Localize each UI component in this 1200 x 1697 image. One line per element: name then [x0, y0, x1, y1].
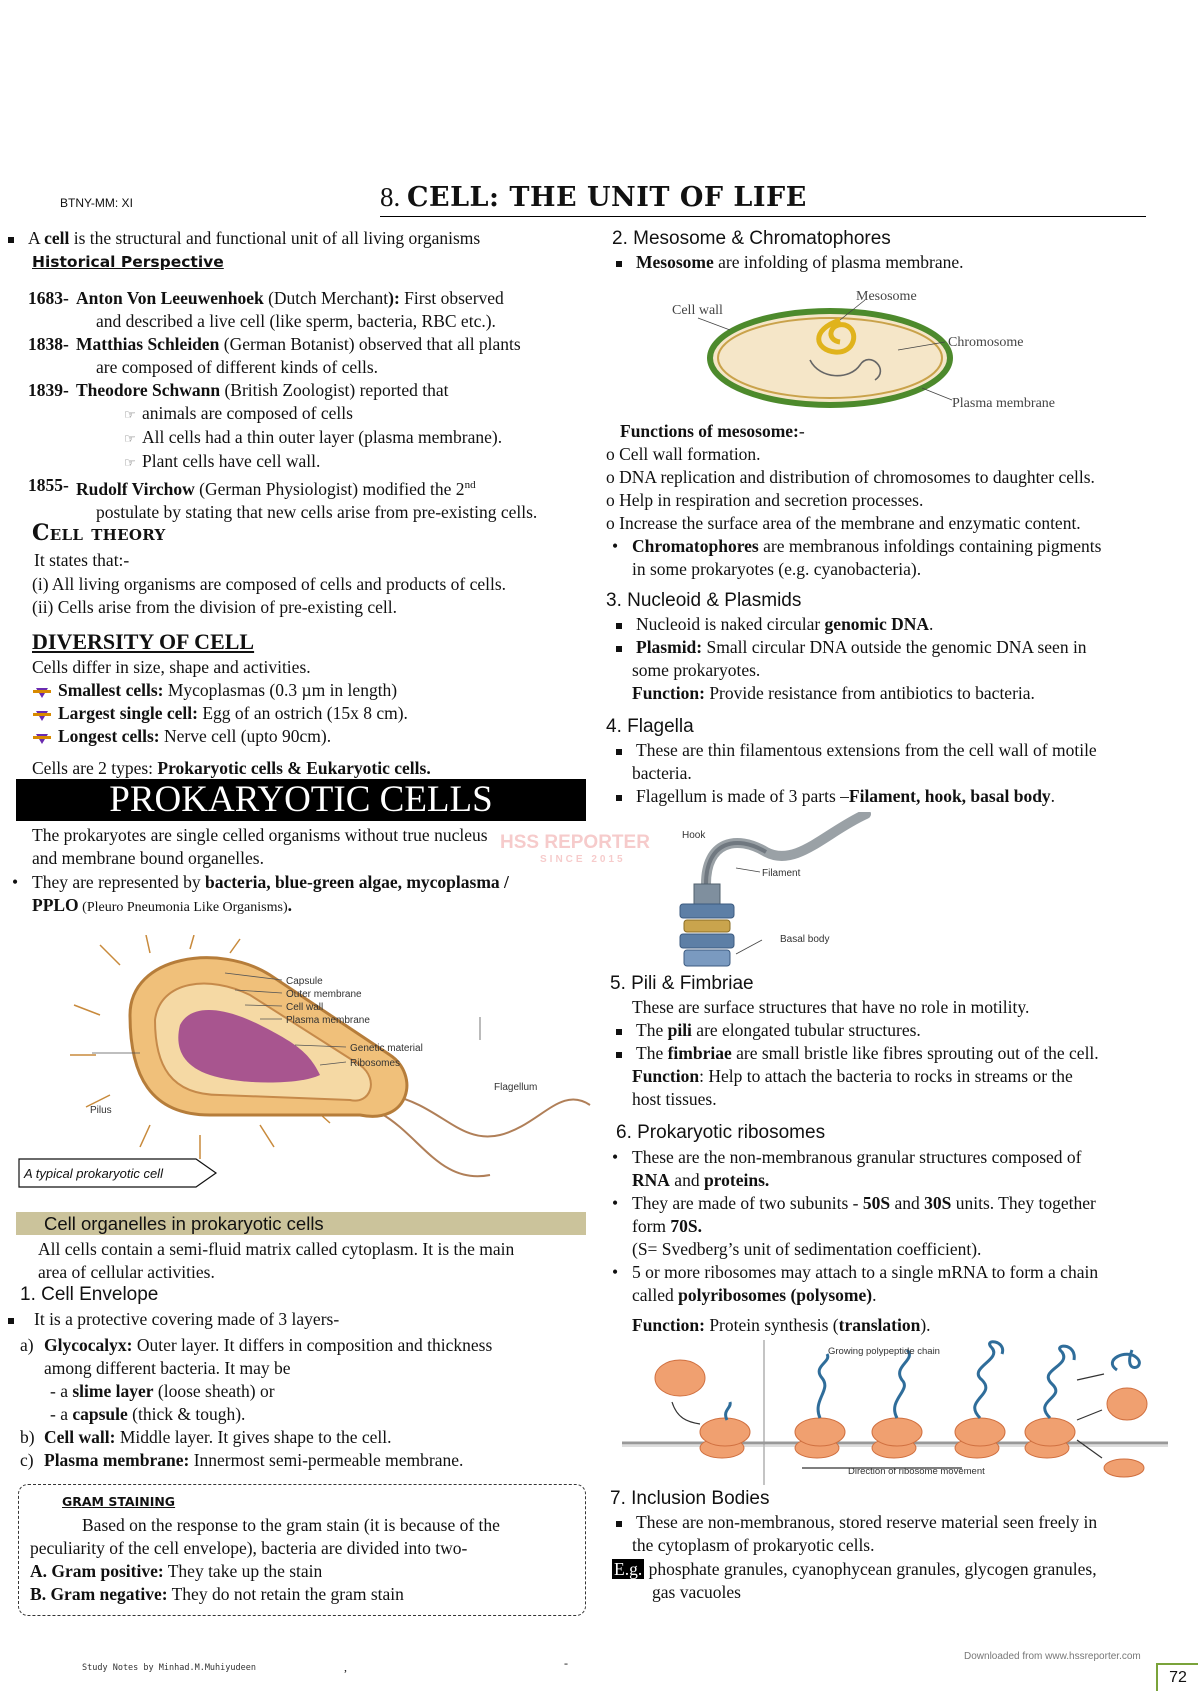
cell-theory-intro: It states that:- — [34, 550, 130, 570]
figure-caption-box — [18, 1158, 218, 1188]
bullet-icon: • — [612, 536, 619, 556]
square-bullet-icon — [616, 795, 622, 801]
ribosome-item: • These are the non-membranous granular structures composed of — [612, 1147, 1082, 1167]
square-bullet-icon — [616, 1029, 622, 1035]
meso-function: o Help in respiration and secretion processes. — [606, 490, 924, 510]
envelope-intro: It is a protective covering made of 3 layers- — [8, 1308, 339, 1331]
bullet-icon: • — [612, 1193, 619, 1213]
square-bullet-icon — [616, 261, 622, 267]
inclusion-examples: E.g. phosphate granules, cyanophycean granules, glycogen granules, gas vacuoles — [614, 1559, 1097, 1602]
mesosome-functions — [606, 443, 1095, 535]
ribosomes-list: • These are the non-membranous granular structures composed of RNA and proteins. • They are made of two subunits - 50S and 30S units. They together form 70S. (S= Svedberg’s unit of sedimentation coefficient). • 5 or more ribosomes may attach to a single mRNA to form a chain called polyribosomes (polysome). Function: Protein synthesis (translation). — [632, 1146, 1192, 1337]
inclusion-bodies-heading: 7. Inclusion Bodies — [610, 1488, 770, 1509]
fig-label-flagellum: Flagellum — [494, 1082, 538, 1093]
gram-negative: B. Gram negative: They do not retain the gram stain — [30, 1584, 404, 1604]
pointing-hand-icon: ☞ — [124, 431, 136, 446]
flag-label-filament: Filament — [762, 868, 801, 879]
page-number: 72 — [1156, 1663, 1198, 1691]
history-item: 1683- Anton Von Leeuwenhoek (Dutch Merchant): First observed — [28, 288, 504, 308]
diversity-list — [32, 679, 408, 748]
meso-label-cell-wall: Cell wall — [672, 303, 723, 318]
cell-theory-point: (ii) Cells arise from the division of pre-existing cell. — [32, 597, 397, 617]
square-bullet-icon — [616, 1052, 622, 1058]
cell-envelope-heading: 1. Cell Envelope — [20, 1284, 159, 1305]
diversity-item: Smallest cells: Mycoplasmas (0.3 µm in length) — [32, 679, 408, 702]
square-bullet-icon — [616, 623, 622, 629]
fig-label-plasma-membrane: Plasma membrane — [286, 1015, 370, 1026]
gram-staining-heading: GRAM STAINING — [62, 1494, 176, 1509]
history-list — [28, 287, 598, 524]
organelles-heading: Cell organelles in prokaryotic cells — [44, 1213, 324, 1234]
historical-perspective-heading: Historical Perspective — [32, 253, 224, 271]
poly-label-growing-chain: Growing polypeptide chain — [828, 1346, 940, 1357]
header-code: BTNY-MM: XI — [60, 196, 133, 210]
flagella-heading: 4. Flagella — [606, 716, 694, 737]
prok-represented: • They are represented by bacteria, blue-green algae, mycoplasma / PPLO (Pleuro Pneumonia Like Organisms). — [12, 872, 509, 915]
meso-function: o DNA replication and distribution of chromosomes to daughter cells. — [606, 467, 1095, 487]
organelles-intro: All cells contain a semi-fluid matrix called cytoplasm. It is the main area of cellular activities. — [38, 1239, 515, 1282]
meso-label-chromosome: Chromosome — [948, 335, 1024, 350]
fig-label-outer-membrane: Outer membrane — [286, 989, 362, 1000]
polysome-figure — [622, 1340, 1168, 1485]
fimbriae-item: The fimbriae are small bristle like fibres sprouting out of the cell. — [616, 1042, 1186, 1065]
diversity-item: Longest cells: Nerve cell (upto 90cm). — [32, 725, 408, 748]
square-bullet-icon — [8, 1318, 14, 1324]
cell-types: Cells are 2 types: Prokaryotic cells & Eukaryotic cells. — [32, 758, 431, 778]
cell-theory-point: (i) All living organisms are composed of cells and products of cells. — [32, 574, 507, 594]
schwann-point: ☞ Plant cells have cell wall. — [124, 450, 598, 474]
pili-heading: 5. Pili & Fimbriae — [610, 973, 754, 994]
footer-download-link[interactable]: Downloaded from www.hssreporter.com — [964, 1651, 1141, 1662]
pointing-hand-icon: ☞ — [124, 455, 136, 470]
chapter-number: 8. — [380, 182, 401, 212]
envelope-layers: a) Glycocalyx: Outer layer. It differs in composition and thickness among different bacteria. It may be - a slime layer (loose sheath) or - a capsule (thick & tough). b) Cell wall: Middle layer. It gives shape to the cell. c) Plasma membrane: Innermost semi-permeable membrane. — [20, 1334, 580, 1472]
cell-theory-heading: Cell theory — [32, 520, 166, 546]
schwann-point: ☞ animals are composed of cells — [124, 402, 598, 426]
meso-function: o Increase the surface area of the membrane and enzymatic content. — [606, 513, 1081, 533]
square-bullet-icon — [616, 646, 622, 652]
history-item: 1855- Rudolf Virchow (German Physiologist) modified the 2nd — [28, 475, 476, 499]
pili-list: These are surface structures that have no role in motility. The pili are elongated tubular structures. The fimbriae are small bristle like fibres sprouting out of the cell. Function: Help to attach the bacteria to rocks in streams or the host tissues. — [616, 996, 1186, 1111]
meso-label-plasma-membrane: Plasma membrane — [952, 396, 1056, 411]
inclusion-list: These are non-membranous, stored reserve material seen freely in the cytoplasm of prokaryotic cells. — [616, 1511, 1186, 1557]
fig-label-capsule: Capsule — [286, 976, 323, 987]
footer-mark: , — [344, 1660, 347, 1674]
schwann-point: ☞ All cells had a thin outer layer (plasma membrane). — [124, 426, 598, 450]
mesosome-functions-heading: Functions of mesosome:- — [620, 421, 805, 441]
fig-label-ribosomes: Ribosomes — [350, 1058, 401, 1069]
ribosomes-heading: 6. Prokaryotic ribosomes — [616, 1122, 826, 1143]
arrow-down-icon — [36, 679, 58, 702]
flagellum-figure — [676, 812, 896, 972]
diversity-item: Largest single cell: Egg of an ostrich (15x 8 cm). — [32, 702, 408, 725]
meso-function: o Cell wall formation. — [606, 444, 761, 464]
chapter-title — [380, 182, 807, 213]
footer-mark: - — [564, 1656, 568, 1670]
history-cont: and described a live cell (like sperm, bacteria, RBC etc.). — [96, 311, 496, 331]
nucleoid-list: Nucleoid is naked circular genomic DNA. Plasmid: Small circular DNA outside the genomic DNA seen in some prokaryotes. Function: Provide resistance from antibiotics to bacteria. — [616, 613, 1186, 705]
layer-cell-wall: b) Cell wall: Middle layer. It gives shape to the cell. — [20, 1427, 392, 1447]
chromatophores: • Chromatophores are membranous infoldings containing pigments in some prokaryotes (e.g. cyanobacteria). — [612, 536, 1102, 579]
ribosome-item: • They are made of two subunits - 50S and 30S units. They together — [612, 1193, 1096, 1213]
mesosome-heading: 2. Mesosome & Chromatophores — [612, 228, 891, 249]
mesosome-def: Mesosome are infolding of plasma membrane. — [616, 251, 964, 274]
fig-label-genetic-material: Genetic material — [350, 1043, 423, 1054]
layer-plasma-membrane: c) Plasma membrane: Innermost semi-permeable membrane. — [20, 1450, 464, 1470]
diversity-heading: DIVERSITY OF CELL — [32, 629, 255, 654]
fig-label-pilus: Pilus — [90, 1105, 112, 1116]
chapter-title-text: CELL: THE UNIT OF LIFE — [407, 182, 807, 213]
bullet-icon: • — [12, 872, 19, 892]
watermark-logo: HSS REPORTER SINCE 2015 — [500, 832, 650, 865]
arrow-down-icon — [36, 702, 58, 725]
eg-label: E.g. — [614, 1559, 643, 1579]
plasmid-item: Plasmid: Small circular DNA outside the genomic DNA seen in — [616, 636, 1186, 659]
intro-line: A cell is the structural and functional unit of all living organisms — [8, 227, 480, 250]
layer-glycocalyx: a) Glycocalyx: Outer layer. It differs in composition and thickness — [20, 1335, 493, 1355]
arrow-down-icon — [36, 725, 58, 748]
diversity-intro: Cells differ in size, shape and activities. — [32, 657, 311, 677]
flag-label-basal-body: Basal body — [780, 934, 830, 945]
square-bullet-icon — [8, 237, 14, 243]
header-rule — [380, 216, 1146, 217]
history-item: 1839- Theodore Schwann (British Zoologist) reported that — [28, 380, 449, 400]
mesosome-figure — [660, 290, 1080, 420]
gram-staining-text: Based on the response to the gram stain (it is because of the peculiarity of the cell envelope), bacteria are divided into two- A. Gram positive: They take up the stain B. Gram negative: They do not retain the gram stain — [30, 1514, 580, 1606]
figure-caption: A typical prokaryotic cell — [24, 1166, 163, 1181]
meso-label-mesosome: Mesosome — [856, 290, 917, 304]
prok-description: The prokaryotes are single celled organisms without true nucleus and membrane bound organelles. — [32, 825, 488, 868]
pointing-hand-icon: ☞ — [124, 407, 136, 422]
flagella-list: These are thin filamentous extensions from the cell wall of motile bacteria. Flagellum is made of 3 parts –Filament, hook, basal body. — [616, 739, 1186, 808]
ribosome-item: • 5 or more ribosomes may attach to a single mRNA to form a chain — [612, 1262, 1099, 1282]
prokaryotic-banner: PROKARYOTIC CELLS — [16, 779, 586, 821]
poly-label-direction: Direction of ribosome movement — [848, 1466, 985, 1477]
pili-item: The pili are elongated tubular structures. — [616, 1019, 1186, 1042]
history-cont: postulate by stating that new cells arise from pre-existing cells. — [96, 501, 538, 522]
flagella-item: These are thin filamentous extensions from the cell wall of motile — [616, 739, 1186, 762]
flagella-item: Flagellum is made of 3 parts –Filament, hook, basal body. — [616, 785, 1186, 808]
inclusion-item: These are non-membranous, stored reserve material seen freely in — [616, 1511, 1186, 1534]
bullet-icon: • — [612, 1147, 619, 1167]
history-item: 1838- Matthias Schleiden (German Botanist) observed that all plants — [28, 334, 521, 354]
nucleoid-item: Nucleoid is naked circular genomic DNA. — [616, 613, 1186, 636]
fig-label-cell-wall: Cell wall — [286, 1002, 324, 1013]
footer-credit: Study Notes by Minhad.M.Muhiyudeen — [82, 1663, 256, 1673]
gram-positive: A. Gram positive: They take up the stain — [30, 1561, 323, 1581]
history-cont: are composed of different kinds of cells. — [96, 357, 379, 377]
square-bullet-icon — [616, 749, 622, 755]
nucleoid-heading: 3. Nucleoid & Plasmids — [606, 590, 802, 611]
square-bullet-icon — [616, 1521, 622, 1527]
bullet-icon: • — [612, 1262, 619, 1282]
flag-label-hook: Hook — [682, 830, 706, 841]
